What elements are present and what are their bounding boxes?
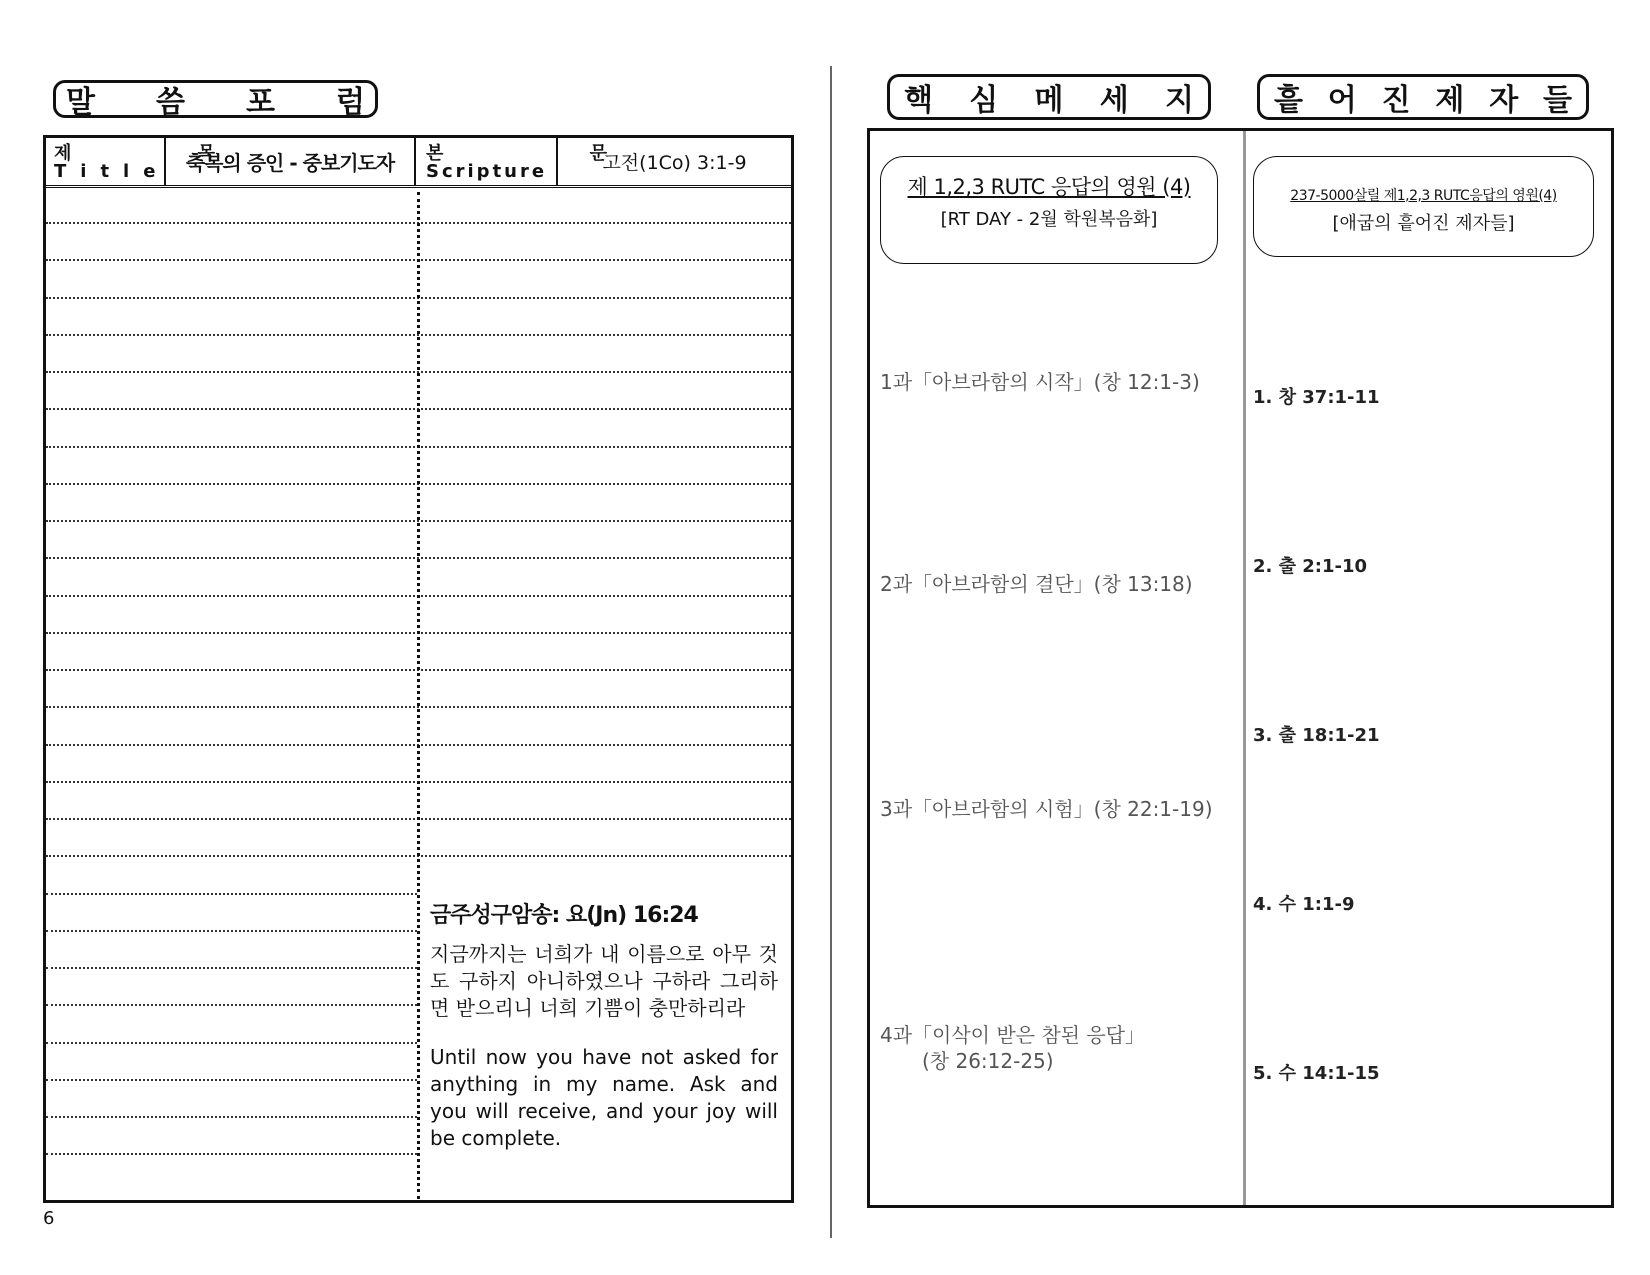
scattered-box-title: 237-5000살릴 제1,2,3 RUTC응답의 영원(4) bbox=[1290, 188, 1557, 204]
page-number: 6 bbox=[43, 1208, 55, 1229]
note-line-left bbox=[46, 1153, 417, 1155]
tab-char: 흩 bbox=[1274, 83, 1303, 118]
reference-item: 3. 출 18:1-21 bbox=[1253, 725, 1380, 746]
note-line-left bbox=[46, 967, 417, 969]
reference-item: 2. 출 2:1-10 bbox=[1253, 556, 1368, 577]
note-line-left bbox=[46, 893, 417, 895]
scattered-box-subtitle: [애굽의 흩어진 제자들] bbox=[1332, 213, 1515, 234]
title-value: 축복의 증인 - 중보기도자 bbox=[185, 151, 395, 175]
reference-item: 1. 창 37:1-11 bbox=[1253, 387, 1380, 408]
title-value-cell bbox=[166, 138, 416, 185]
lesson-item: 2과「아브라함의 결단」(창 13:18) bbox=[880, 572, 1193, 596]
core-summary-box bbox=[880, 156, 1218, 264]
note-line-left bbox=[46, 1116, 417, 1118]
tab-char: 자 bbox=[1489, 83, 1519, 118]
reference-item: 4. 수 1:1-9 bbox=[1253, 894, 1355, 915]
tab-char: 들 bbox=[1542, 83, 1572, 118]
lesson-item: 1과「아브라함의 시작」(창 12:1-3) bbox=[880, 370, 1200, 394]
scripture-label-en: Scripture bbox=[426, 161, 548, 182]
tab-char: 핵 bbox=[904, 83, 933, 118]
tab-char: 포 bbox=[246, 85, 275, 120]
table-header bbox=[46, 138, 791, 188]
memory-verse-ko: 지금까지는 너희가 내 이름으로 아무 것도 구하지 아니하였으나 구하라 그리하면 받으리니 너희 기쁨이 충만하리라 bbox=[430, 942, 778, 1020]
scripture-value-cell bbox=[558, 138, 791, 185]
tab-char: 진 bbox=[1381, 83, 1411, 118]
memory-verse bbox=[430, 898, 778, 1152]
lesson-item-continued: (창 26:12-25) bbox=[922, 1049, 1054, 1073]
tab-char: 럼 bbox=[336, 85, 365, 120]
reference-item: 5. 수 14:1-15 bbox=[1253, 1063, 1380, 1084]
note-line-left bbox=[46, 1042, 417, 1044]
title-label-cell bbox=[46, 138, 276, 185]
core-box-subtitle: [RT DAY - 2월 학원복음화] bbox=[940, 209, 1158, 230]
note-line-left bbox=[46, 930, 417, 932]
tab-char: 세 bbox=[1099, 83, 1129, 118]
scripture-label-ko: 본 문 bbox=[426, 143, 678, 164]
memory-verse-heading: 금주성구암송: 요(Jn) 16:24 bbox=[430, 903, 698, 928]
tab-char: 제 bbox=[1435, 83, 1465, 118]
tab-char: 말 bbox=[66, 85, 95, 120]
message-panel bbox=[867, 128, 1614, 1208]
scattered-summary-box bbox=[1253, 156, 1594, 257]
tab-char: 메 bbox=[1034, 83, 1064, 118]
header-tab-word-forum bbox=[53, 80, 378, 118]
tab-char: 씀 bbox=[156, 85, 185, 120]
core-box-title: 제 1,2,3 RUTC 응답의 영원 (4) bbox=[907, 175, 1191, 199]
column-divider bbox=[417, 192, 420, 1199]
tab-char: 심 bbox=[969, 83, 999, 118]
header-tab-scattered-disciples bbox=[1257, 74, 1589, 120]
page-gutter bbox=[830, 66, 832, 1238]
title-label-ko: 제 목 bbox=[54, 143, 276, 164]
memory-verse-en: Until now you have not asked for anything in my name. Ask and you will receive, and your joy will be complete. bbox=[430, 1045, 778, 1150]
tab-char: 지 bbox=[1165, 83, 1194, 118]
scripture-value: 고전(1Co) 3:1-9 bbox=[602, 152, 747, 174]
header-tab-core-message bbox=[887, 74, 1211, 120]
note-lines bbox=[46, 192, 791, 1199]
lesson-item: 3과「아브라함의 시험」(창 22:1-19) bbox=[880, 797, 1213, 821]
notes-table bbox=[43, 135, 794, 1203]
column-divider bbox=[1243, 131, 1246, 1205]
title-label-en: Title bbox=[54, 161, 170, 182]
note-line-left bbox=[46, 1079, 417, 1081]
tab-char: 어 bbox=[1327, 83, 1357, 118]
note-line-left bbox=[46, 1004, 417, 1006]
lesson-item: 4과「이삭이 받은 참된 응답」 bbox=[880, 1023, 1145, 1047]
